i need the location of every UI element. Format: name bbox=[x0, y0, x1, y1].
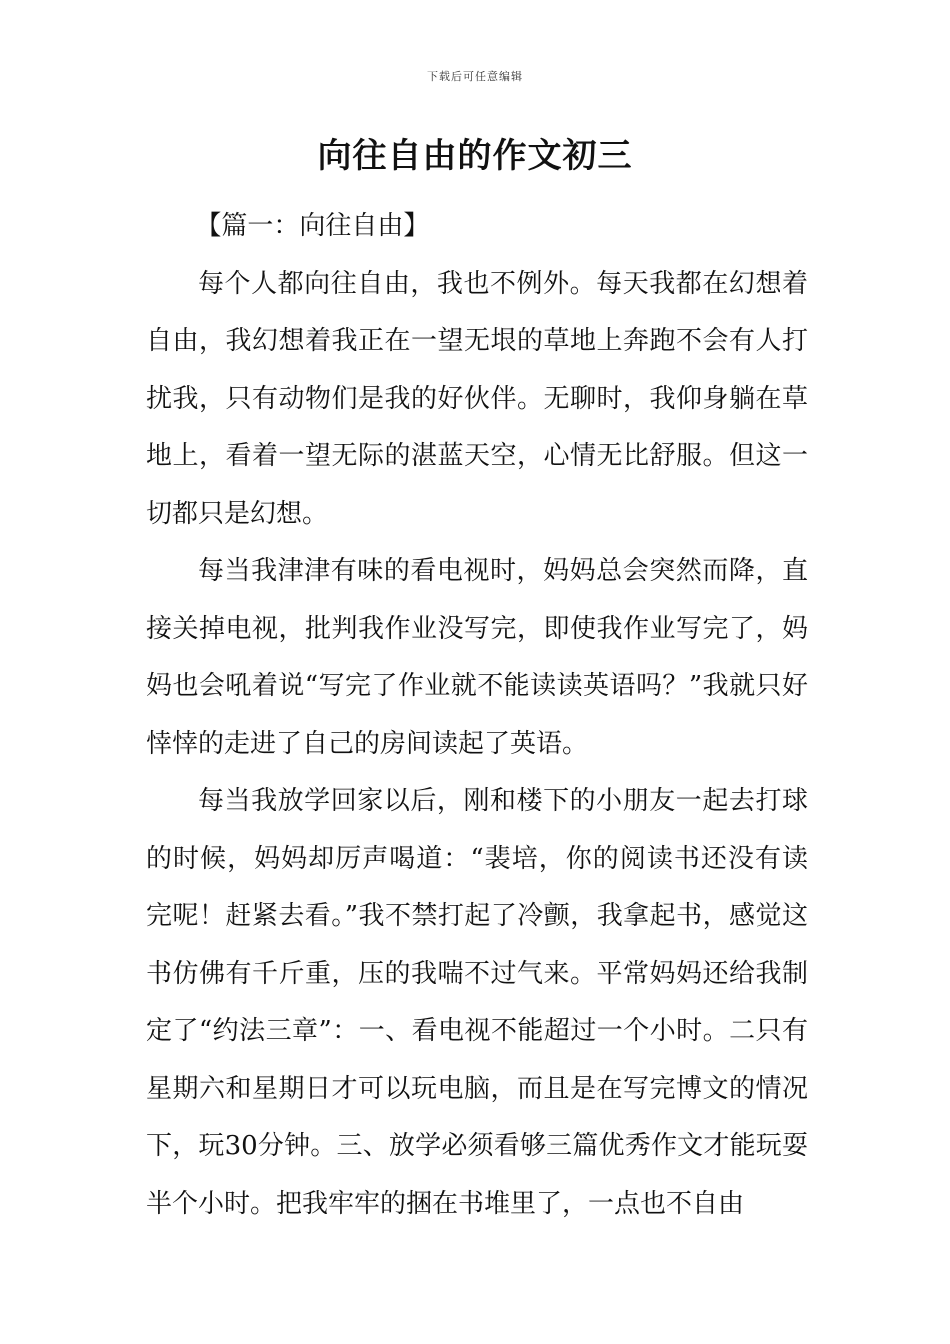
section-heading: 【篇一：向往自由】 bbox=[195, 211, 430, 241]
document-title: 向往自由的作文初三 bbox=[317, 136, 633, 176]
paragraph-3: 每当我放学回家以后，刚和楼下的小朋友一起去打球的时候，妈妈却厉声喝道：“裴培，你的阅读书还没有读完呢！赶紧去看。”我不禁打起了冷颤，我拿起书，感觉这书仿佛有千斤重，压的我喘不过气来。平常妈妈还给我制定了“约法三章”：一、看电视不能超过一个小时。二只有星期六和星期日才可以玩电脑，而且是在写完博文的情况下，玩30分钟。三、放学必须看够三篇优秀作文才能玩耍半个小时。把我牢牢的捆在书堆里了，一点也不自由 bbox=[146, 786, 808, 1219]
document-body bbox=[146, 198, 808, 1233]
header-note: 下载后可任意编辑 bbox=[427, 70, 523, 83]
paragraph-1: 每个人都向往自由，我也不例外。每天我都在幻想着自由，我幻想着我正在一望无垠的草地上奔跑不会有人打扰我，只有动物们是我的好伙伴。无聊时，我仰身躺在草地上，看着一望无际的湛蓝天空，心情无比舒服。但这一切都只是幻想。 bbox=[146, 268, 808, 529]
paragraph-2: 每当我津津有味的看电视时，妈妈总会突然而降，直接关掉电视，批判我作业没写完，即使我作业写完了，妈妈也会吼着说“写完了作业就不能读读英语吗？”我就只好悻悻的走进了自己的房间读起了英语。 bbox=[146, 556, 808, 759]
